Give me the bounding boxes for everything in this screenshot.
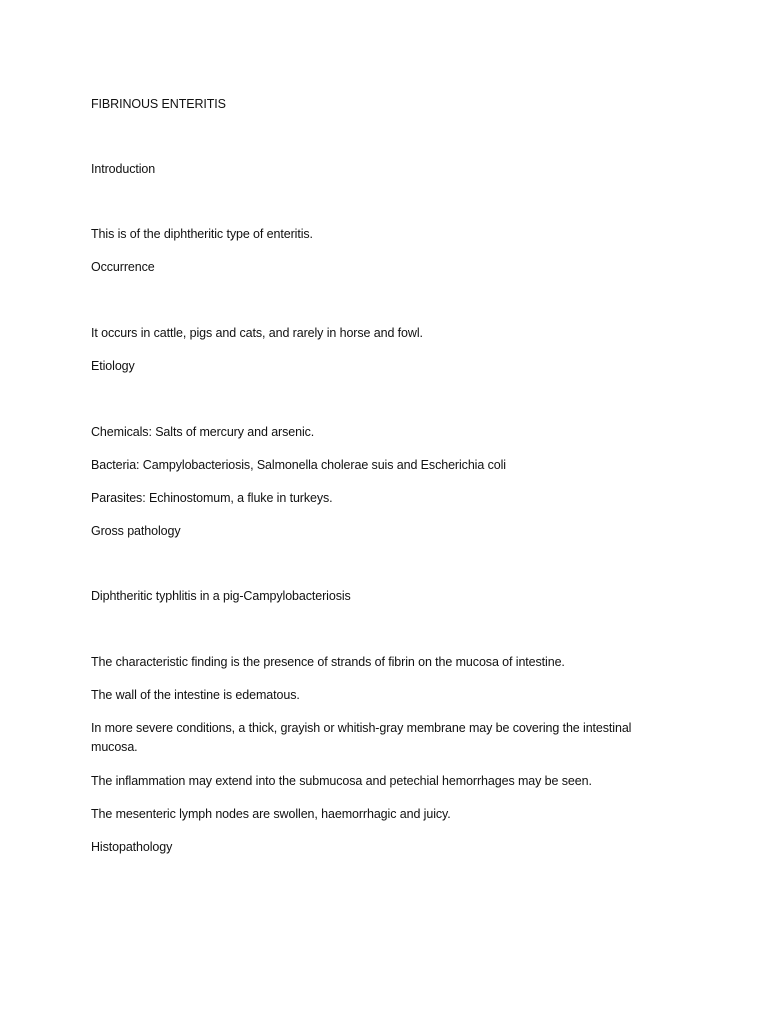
gross-pathology-caption: Diphtheritic typhlitis in a pig-Campylobacteriosis (91, 589, 351, 603)
etiology-item: Bacteria: Campylobacteriosis, Salmonella cholerae suis and Escherichia coli (91, 458, 506, 472)
etiology-item: Chemicals: Salts of mercury and arsenic. (91, 425, 315, 439)
gross-pathology-item: The characteristic finding is the presence of strands of fibrin on the mucosa of intestine. (91, 655, 565, 669)
introduction-heading: Introduction (91, 162, 156, 176)
document-title: FIBRINOUS ENTERITIS (91, 97, 226, 111)
introduction-text: This is of the diphtheritic type of enteritis. (91, 227, 313, 241)
gross-pathology-item: The mesenteric lymph nodes are swollen, haemorrhagic and juicy. (91, 807, 451, 821)
etiology-item: Parasites: Echinostomum, a fluke in turkeys. (91, 491, 333, 505)
histopathology-heading: Histopathology (91, 840, 173, 854)
etiology-heading: Etiology (91, 359, 135, 373)
gross-pathology-item: The inflammation may extend into the submucosa and petechial hemorrhages may be seen. (91, 774, 592, 788)
gross-pathology-heading: Gross pathology (91, 524, 181, 538)
gross-pathology-item: The wall of the intestine is edematous. (91, 688, 300, 702)
gross-pathology-item: In more severe conditions, a thick, grayish or whitish-gray membrane may be covering the intestinal mucosa. (91, 721, 632, 754)
occurrence-heading: Occurrence (91, 260, 155, 274)
occurrence-text: It occurs in cattle, pigs and cats, and rarely in horse and fowl. (91, 326, 423, 340)
